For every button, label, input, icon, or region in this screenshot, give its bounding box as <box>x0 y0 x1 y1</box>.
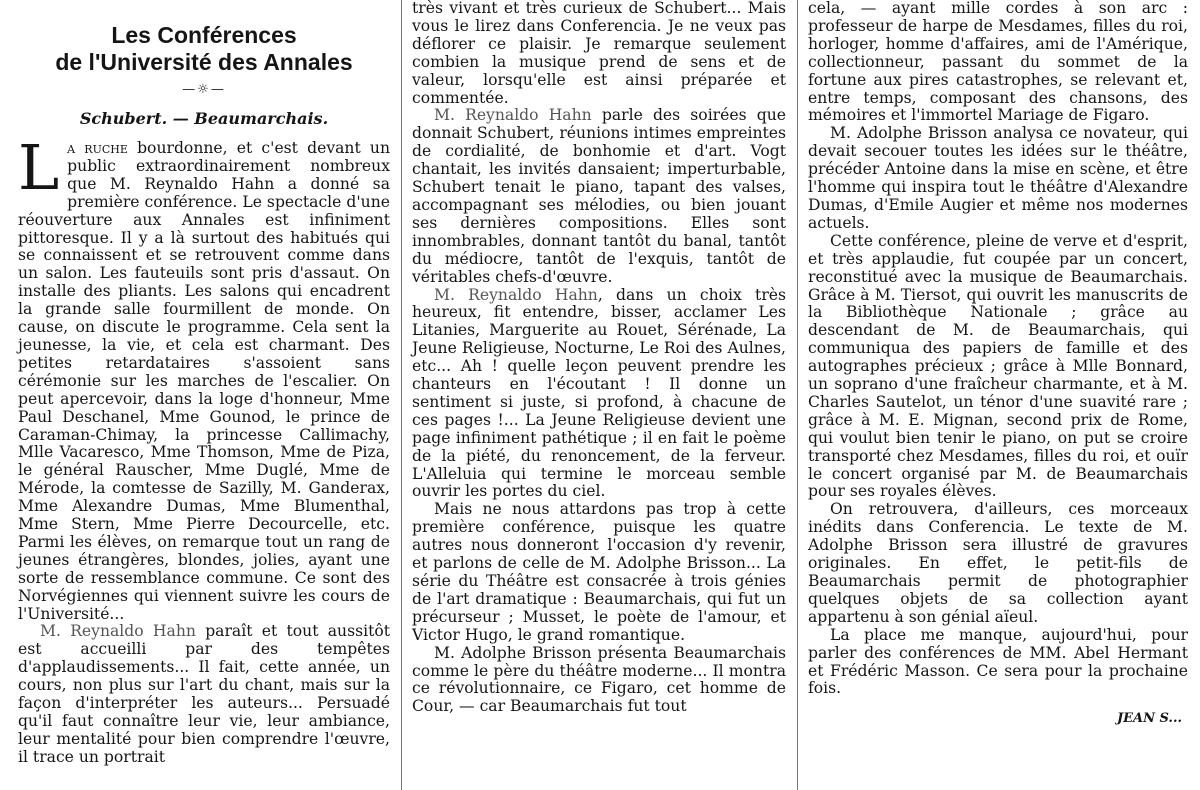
title-line-2: de l'Université des Annales <box>55 49 353 75</box>
column-3 <box>808 0 1188 728</box>
paragraph <box>412 107 786 286</box>
column-rule <box>401 0 402 790</box>
paragraph: Cette conférence, pleine de verve et d'esprit, et très applaudie, fut coupée par un concert, reconstitué avec la musique de Beaumarchais. Grâce à M. Tiersot, qui ouvrit les manuscrits de la Bibliothèque Nationale ; grâce au descendant de M. de Beaumarchais, qui communiqua des papiers de famille et des autographes précieux ; grâce à Mlle Bonnard, un soprano d'une fraîcheur charmante, et à M. Charles Sautelot, un ténor d'une suavité rare ; grâce à M. E. Mignan, second prix de Rome, qui voulut bien tenir le piano, on put se croire transporté chez Mesdames, filles du roi, et ouïr le concert organisé par M. de Beaumarchais pour ses royales élèves. <box>808 231 1188 501</box>
paragraph: On retrouvera, d'ailleurs, ces morceaux inédits dans Conferencia. Le texte de M. Adolphe Brisson sera illustré de gravures originales. En effet, le petit-fils de Beaumarchais permit de photographier quelques objets de sa collection ayant appartenu à son génial aïeul. <box>808 500 1188 626</box>
paragraph-text: paraît et tout aussitôt est accueilli par des tempêtes d'applaudissements... Il fait, cette année, un cours, non plus sur l'art du chant, mais sur la façon d'interpréter les auteurs... Persuadé qu'il faut connaître leur vie, leur ambiance, leur mentalité pour bien comprendre l'œuvre, il trace un portrait <box>18 622 390 766</box>
paragraph-text: bourdonne, et c'est devant un public extraordinairement nombreux que M. Reynaldo Hahn a donné sa première conférence. Le spectacle d'une réouverture aux Annales est infiniment pittoresque. Il y a là surtout des habitués qui se connaissent et se retrouvent comme dans un salon. Les fauteuils sont pris d'assaut. On installe des pliants. Les salons qui encadrent la grande salle fourmillent de monde. On cause, on discute le programme. Cela sent la jeunesse, la vie, et cela est charmant. Des petites retardataires s'assoient sans cérémonie sur les marches de l'escalier. On peut apercevoir, dans la loge d'honneur, Mme Paul Deschanel, Mme Gounod, le prince de Caraman-Chimay, la princesse Callimachy, Mlle Vacaresco, Mme Thomson, Mme de Piza, le général Rauscher, Mme Duglé, Mme de Mérode, la comtesse de Sazilly, M. Ganderax, Mme Alexandre Dumas, Mme Blumenthal, Mme Stern, Mme Pierre Decourcelle, etc. Parmi les élèves, on remarque tout un rang de jeunes étrangères, blondes, jolies, ayant une sorte de ressemblance commune. Ce sont des Norvégiennes qui viennent suivre les cours de l'Université... <box>18 139 391 623</box>
column-2 <box>412 0 786 716</box>
paragraph: M. Adolphe Brisson analysa ce novateur, qui devait secouer toutes les idées sur le théâtre, précéder Antoine dans la mise en scène, et être l'homme qui inspira tout le théâtre d'Alexandre Dumas, d'Emile Augier et même nos modernes actuels. <box>808 124 1188 232</box>
article-title <box>18 22 390 76</box>
author-signature: JEAN S... <box>1116 711 1182 727</box>
lead-words: a ruche <box>67 139 128 157</box>
paragraph <box>18 131 391 623</box>
paragraph <box>412 287 786 502</box>
drop-cap: L <box>18 131 60 204</box>
paragraph <box>18 623 390 766</box>
person-name: M. Reynaldo Hahn <box>40 622 196 641</box>
paragraph-text: , dans un choix très heureux, fit entendre, bisser, acclamer Les Litanies, Marguerite au Rouet, Sérénade, La Jeune Religieuse, Nocturne, Le Roi des Aulnes, etc... Ah ! quelle leçon peuvent prendre les chanteurs en l'écoutant ! Il donne un sentiment si juste, si profond, à chacune de ces pages !... La Jeune Religieuse devient une page infiniment pathétique ; il en fait le poème de la piété, du renoncement, de la ferveur. L'Alleluia qui termine le morceau semble ouvrir les portes du ciel. <box>412 285 787 501</box>
person-name: M. Reynaldo Hahn <box>434 106 592 125</box>
person-name: M. Reynaldo Hahn <box>434 285 598 304</box>
title-line-1: Les Conférences <box>111 22 297 48</box>
column-rule <box>797 0 798 790</box>
paragraph-text: parle des soirées que donnait Schubert, réunions intimes empreintes de cordialité, de bonhomie et d'art. Vogt chantait, les invités dansaient; imperturbable, Schubert tenait le piano, tapant des valses, accompagnant ses mélodies, ou bien jouant ses dernières compositions. Elles sont innombrables, donnant tantôt du banal, tantôt du médiocre, tantôt de l'exquis, tantôt de véritables chefs-d'œuvre. <box>412 106 786 286</box>
paragraph: très vivant et très curieux de Schubert... Mais vous le lirez dans Conferencia. Je ne veux pas déflorer ce plaisir. Je remarque seulement combien la musique prend de sens et de valeur, lorsqu'elle est ainsi préparée et commentée. <box>412 0 786 107</box>
paragraph: M. Adolphe Brisson présenta Beaumarchais comme le père du théâtre moderne... Il montra ce révolutionnaire, ce Figaro, cet homme de Cour, — car Beaumarchais fut tout <box>412 643 786 716</box>
paragraph: La place me manque, aujourd'hui, pour parler des conférences de MM. Abel Hermant et Frédéric Masson. Ce sera pour la prochaine fois. <box>808 625 1188 698</box>
paragraph: Mais ne nous attardons pas trop à cette première conférence, puisque les quatre autres nous donneront l'occasion d'y revenir, et parlons de celle de M. Adolphe Brisson... La série du Théâtre est consacrée à trois génies de l'art dramatique : Beaumarchais, qui fut un précurseur ; Musset, le poète de l'amour, et Victor Hugo, le grand romantique. <box>412 500 786 644</box>
article-subtitle: Schubert. — Beaumarchais. <box>79 109 329 128</box>
ornament-divider: —☼— <box>182 82 226 97</box>
paragraph: cela, — ayant mille cordes à son arc : professeur de harpe de Mesdames, filles du roi, horloger, homme d'affaires, ami de l'Amérique, collectionneur, passant du sommet de la fortune aux pires catastrophes, se relevant et, entre temps, composant des chansons, des mémoires et l'immortel Mariage de Figaro. <box>808 0 1188 125</box>
column-1 <box>18 0 390 767</box>
